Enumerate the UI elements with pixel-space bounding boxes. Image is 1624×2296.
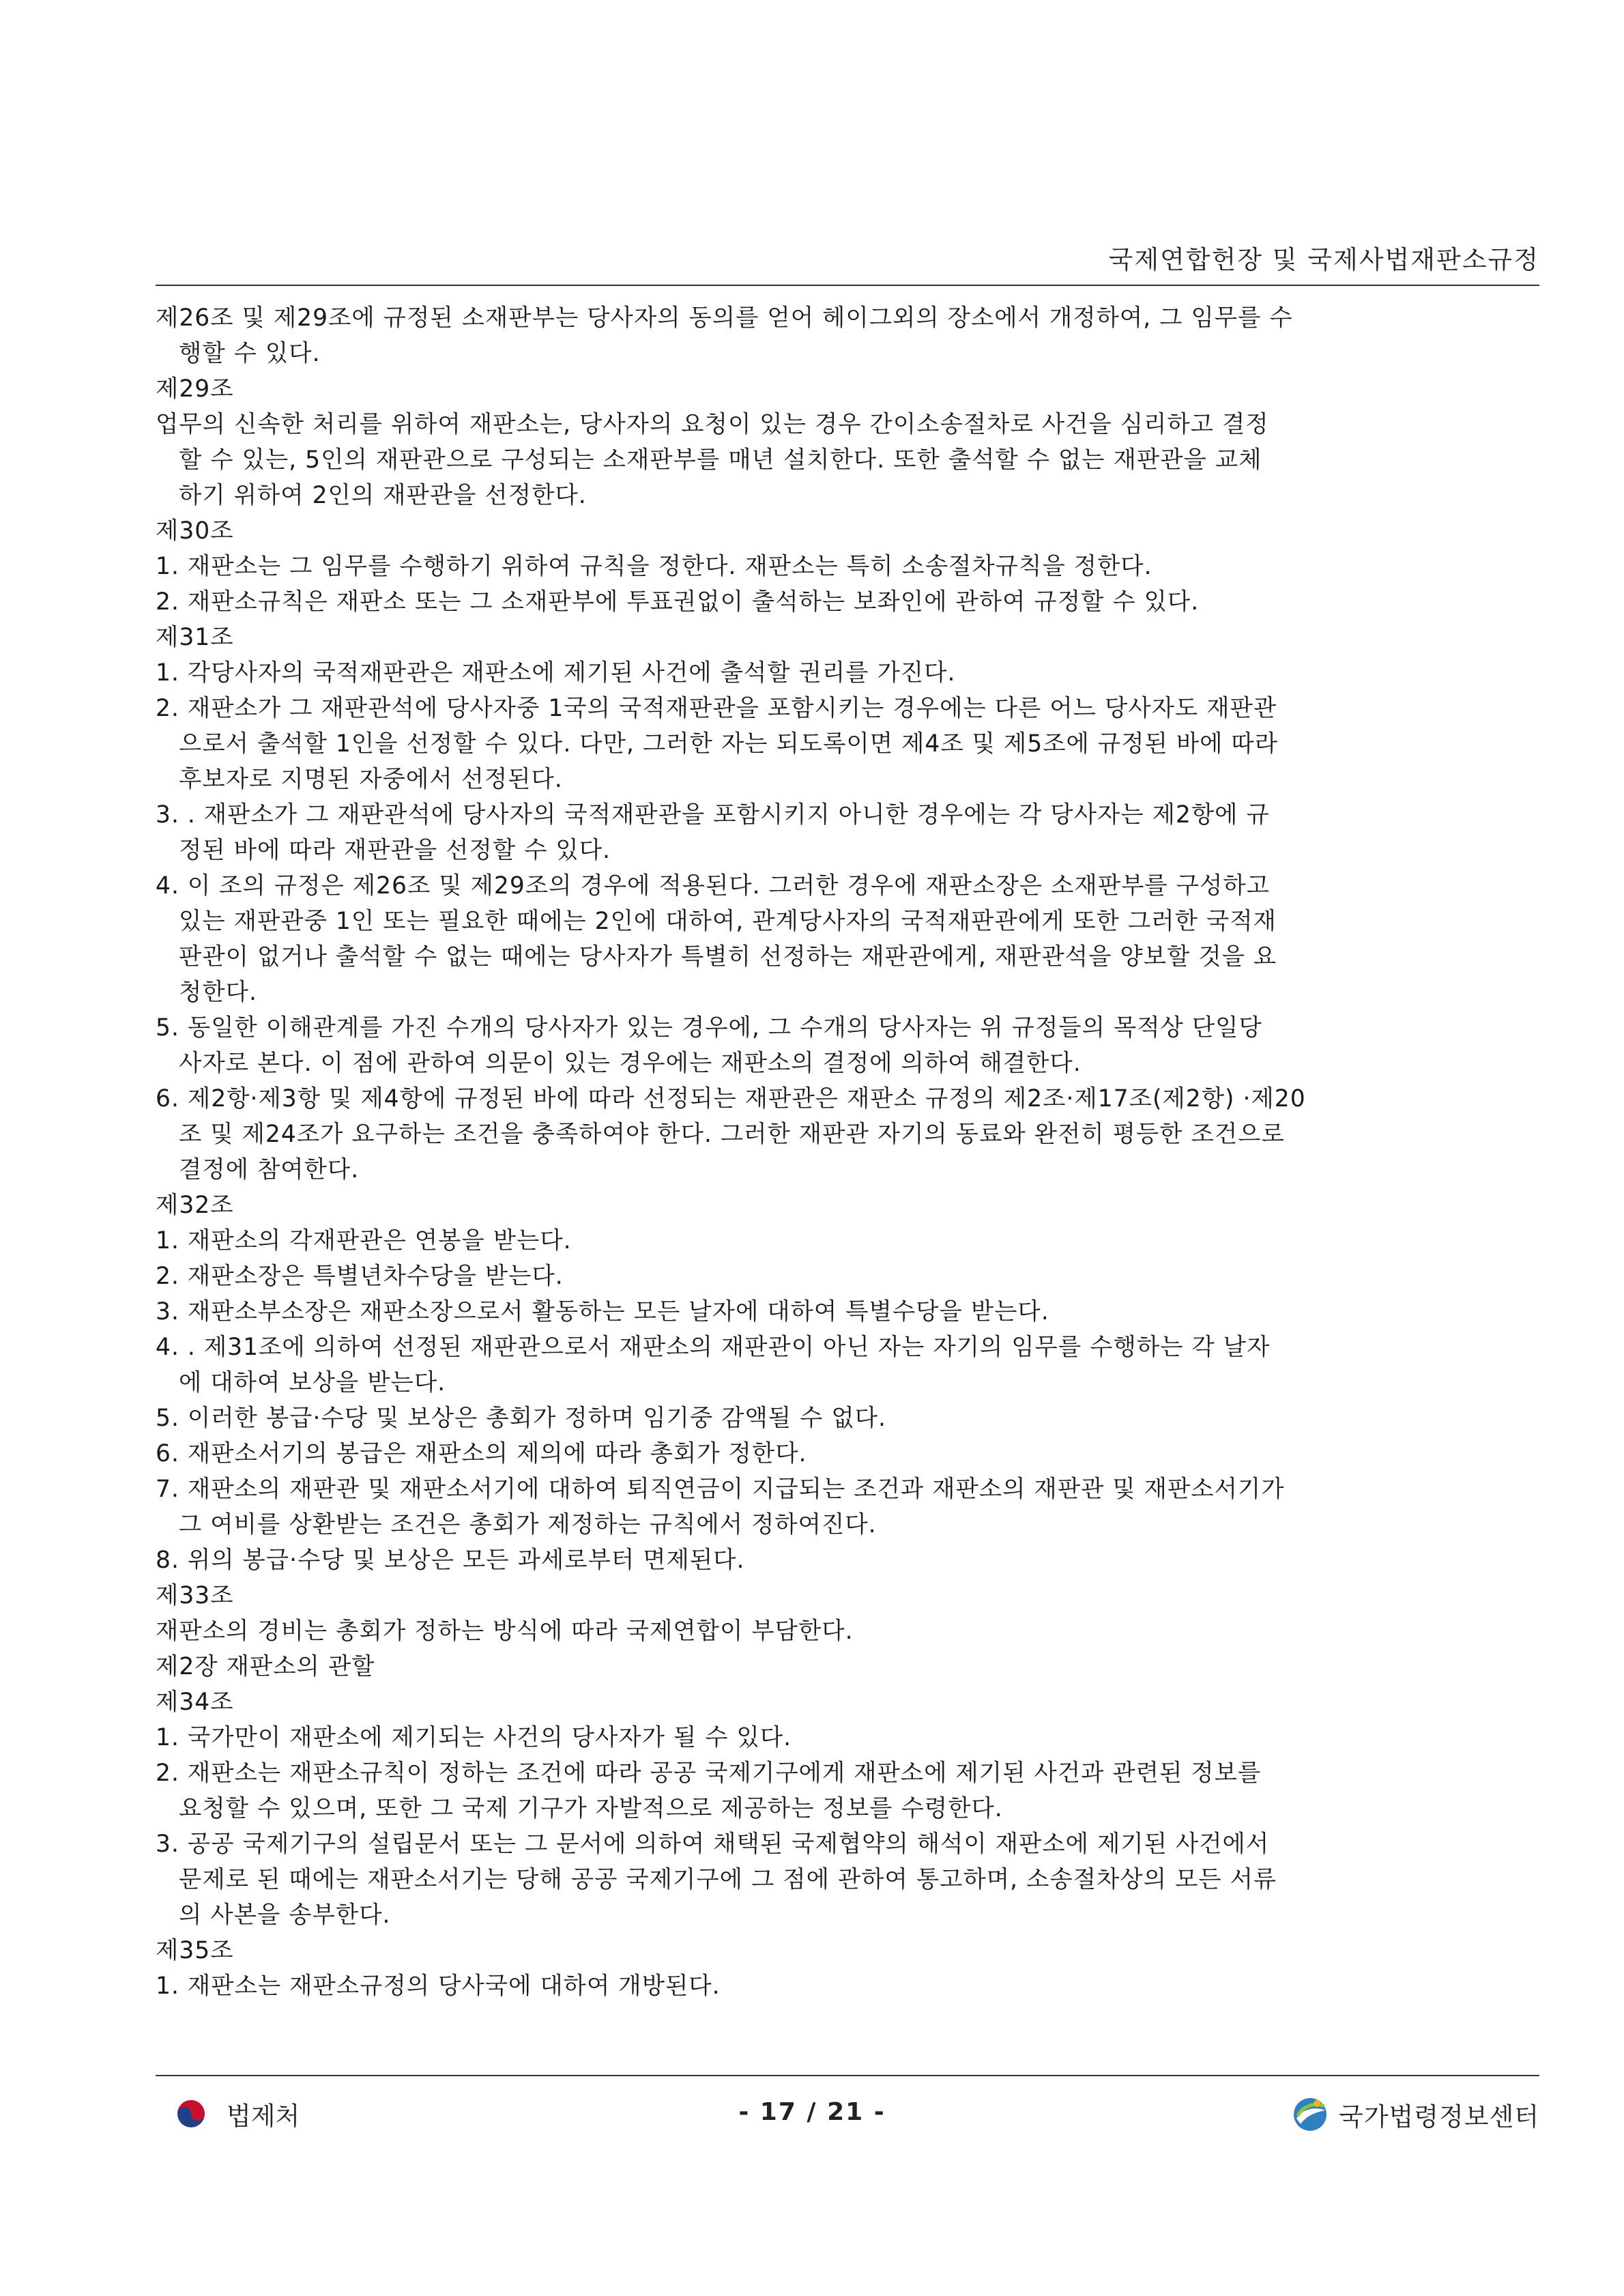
text-line: 1. 재판소는 재판소규정의 당사국에 대하여 개방된다. xyxy=(156,1972,721,2000)
text-line: 6. 제2항·제3항 및 제4항에 규정된 바에 따라 선정되는 재판관은 재판소 규정의 제2조·제17조(제2항) ·제20 xyxy=(156,1085,1306,1113)
text-line: 4. . 제31조에 의하여 선정된 재판관으로서 재판소의 재판관이 아닌 자는 자기의 임무를 수행하는 각 날자 xyxy=(156,1334,1271,1361)
text-line: 1. 각당사자의 국적재판관은 재판소에 제기된 사건에 출석할 권리를 가진다. xyxy=(156,659,956,687)
text-line-continuation: 결정에 참여한다. xyxy=(179,1156,360,1183)
text-line: 8. 위의 봉급·수당 및 보상은 모든 과세로부터 면제된다. xyxy=(156,1547,745,1574)
text-line: 1. 재판소의 각재판관은 연봉을 받는다. xyxy=(156,1227,572,1254)
text-line: 1. 국가만이 재판소에 제기되는 사건의 당사자가 될 수 있다. xyxy=(156,1724,792,1751)
text-line-continuation: 그 여비를 상환받는 조건은 총회가 제정하는 규칙에서 정하여진다. xyxy=(179,1511,877,1538)
globe-swirl-logo-icon xyxy=(1291,2095,1329,2134)
footer-right xyxy=(1291,2095,1539,2134)
text-line: 제32조 xyxy=(156,1192,234,1219)
text-line-continuation: 청한다. xyxy=(179,979,257,1006)
text-line: 제2장 재판소의 관할 xyxy=(156,1653,375,1680)
text-line-continuation: 할 수 있는, 5인의 재판관으로 구성되는 소재판부를 매년 설치한다. 또한 출석할 수 없는 재판관을 교체 xyxy=(179,446,1262,474)
text-line: 업무의 신속한 처리를 위하여 재판소는, 당사자의 요청이 있는 경우 간이소송절차로 사건을 심리하고 결정 xyxy=(156,411,1269,438)
text-line: 제35조 xyxy=(156,1937,234,1964)
document-body xyxy=(156,300,1520,2004)
header-divider xyxy=(156,285,1539,286)
footer-center-name-label: 국가법령정보센터 xyxy=(1339,2102,1539,2132)
text-line: 3. . 재판소가 그 재판관석에 당사자의 국적재판관을 포함시키지 아니한 경우에는 각 당사자는 제2항에 규 xyxy=(156,801,1270,829)
document-header-title: 국제연합헌장 및 국제사법재판소규정 xyxy=(1108,245,1539,274)
text-line: 제30조 xyxy=(156,517,234,545)
text-line: 1. 재판소는 그 임무를 수행하기 위하여 규칙을 정한다. 재판소는 특히 소송절차규칙을 정한다. xyxy=(156,553,1152,580)
text-line-continuation: 후보자로 지명된 자중에서 선정된다. xyxy=(179,766,563,793)
text-line: 재판소의 경비는 총회가 정하는 방식에 따라 국제연합이 부담한다. xyxy=(156,1618,854,1645)
text-line: 제31조 xyxy=(156,624,234,651)
text-line: 제29조 xyxy=(156,375,234,403)
text-line-continuation: 있는 재판관중 1인 또는 필요한 때에는 2인에 대하여, 관계당사자의 국적재판관에게 또한 그러한 국적재 xyxy=(179,908,1277,935)
text-line: 2. 재판소장은 특별년차수당을 받는다. xyxy=(156,1263,564,1290)
text-line-continuation: 문제로 된 때에는 재판소서기는 당해 공공 국제기구에 그 점에 관하여 통고하며, 소송절차상의 모든 서류 xyxy=(179,1866,1277,1893)
page-indicator: - 17 / 21 - xyxy=(738,2098,886,2126)
text-line: 3. 재판소부소장은 재판소장으로서 활동하는 모든 날자에 대하여 특별수당을 받는다. xyxy=(156,1298,1049,1325)
text-line: 7. 재판소의 재판관 및 재판소서기에 대하여 퇴직연금이 지급되는 조건과 재판소의 재판관 및 재판소서기가 xyxy=(156,1476,1285,1503)
text-line-continuation: 행할 수 있다. xyxy=(179,340,321,367)
text-line: 제34조 xyxy=(156,1689,234,1716)
text-line: 제33조 xyxy=(156,1582,234,1609)
text-line: 3. 공공 국제기구의 설립문서 또는 그 문서에 의하여 채택된 국제협약의 해석이 재판소에 제기된 사건에서 xyxy=(156,1831,1270,1858)
text-line-continuation: 정된 바에 따라 재판관을 선정할 수 있다. xyxy=(179,837,611,864)
text-line: 2. 재판소규칙은 재판소 또는 그 소재판부에 투표권없이 출석하는 보좌인에 관하여 규정할 수 있다. xyxy=(156,588,1200,616)
text-line: 4. 이 조의 규정은 제26조 및 제29조의 경우에 적용된다. 그러한 경우에 재판소장은 소재판부를 구성하고 xyxy=(156,872,1270,900)
text-line-continuation: 으로서 출석할 1인을 선정할 수 있다. 다만, 그러한 자는 되도록이면 제4조 및 제5조에 규정된 바에 따라 xyxy=(179,730,1279,758)
text-line-continuation: 하기 위하여 2인의 재판관을 선정한다. xyxy=(179,482,587,509)
text-line-continuation: 조 및 제24조가 요구하는 조건을 충족하여야 한다. 그러한 재판관 자기의 동료와 완전히 평등한 조건으로 xyxy=(179,1121,1285,1148)
text-line: 2. 재판소는 재판소규칙이 정하는 조건에 따라 공공 국제기구에게 재판소에 제기된 사건과 관련된 정보를 xyxy=(156,1760,1262,1787)
text-line: 2. 재판소가 그 재판관석에 당사자중 1국의 국적재판관을 포함시키는 경우에는 다른 어느 당사자도 재판관 xyxy=(156,695,1277,722)
text-line-continuation: 판관이 없거나 출석할 수 없는 때에는 당사자가 특별히 선정하는 재판관에게, 재판관석을 양보할 것을 요 xyxy=(179,943,1277,971)
text-line-continuation: 요청할 수 있으며, 또한 그 국제 기구가 자발적으로 제공하는 정보를 수령한다. xyxy=(179,1795,1003,1822)
footer-publisher-label: 법제처 xyxy=(227,2101,300,2131)
page-footer xyxy=(0,2095,1624,2136)
text-line-continuation: 의 사본을 송부한다. xyxy=(179,1902,391,1929)
footer-divider xyxy=(156,2075,1539,2076)
text-line: 제26조 및 제29조에 규정된 소재판부는 당사자의 동의를 얻어 헤이그외의 장소에서 개정하여, 그 임무를 수 xyxy=(156,304,1293,332)
text-line-continuation: 에 대하여 보상을 받는다. xyxy=(179,1369,446,1396)
text-line: 5. 이러한 봉급·수당 및 보상은 총회가 정하며 임기중 감액될 수 없다. xyxy=(156,1405,887,1432)
text-line: 5. 동일한 이해관계를 가진 수개의 당사자가 있는 경우에, 그 수개의 당사자는 위 규정들의 목적상 단일당 xyxy=(156,1014,1262,1042)
text-line-continuation: 사자로 본다. 이 점에 관하여 의문이 있는 경우에는 재판소의 결정에 의하여 해결한다. xyxy=(179,1050,1082,1077)
text-line: 6. 재판소서기의 봉급은 재판소의 제의에 따라 총회가 정한다. xyxy=(156,1440,807,1467)
